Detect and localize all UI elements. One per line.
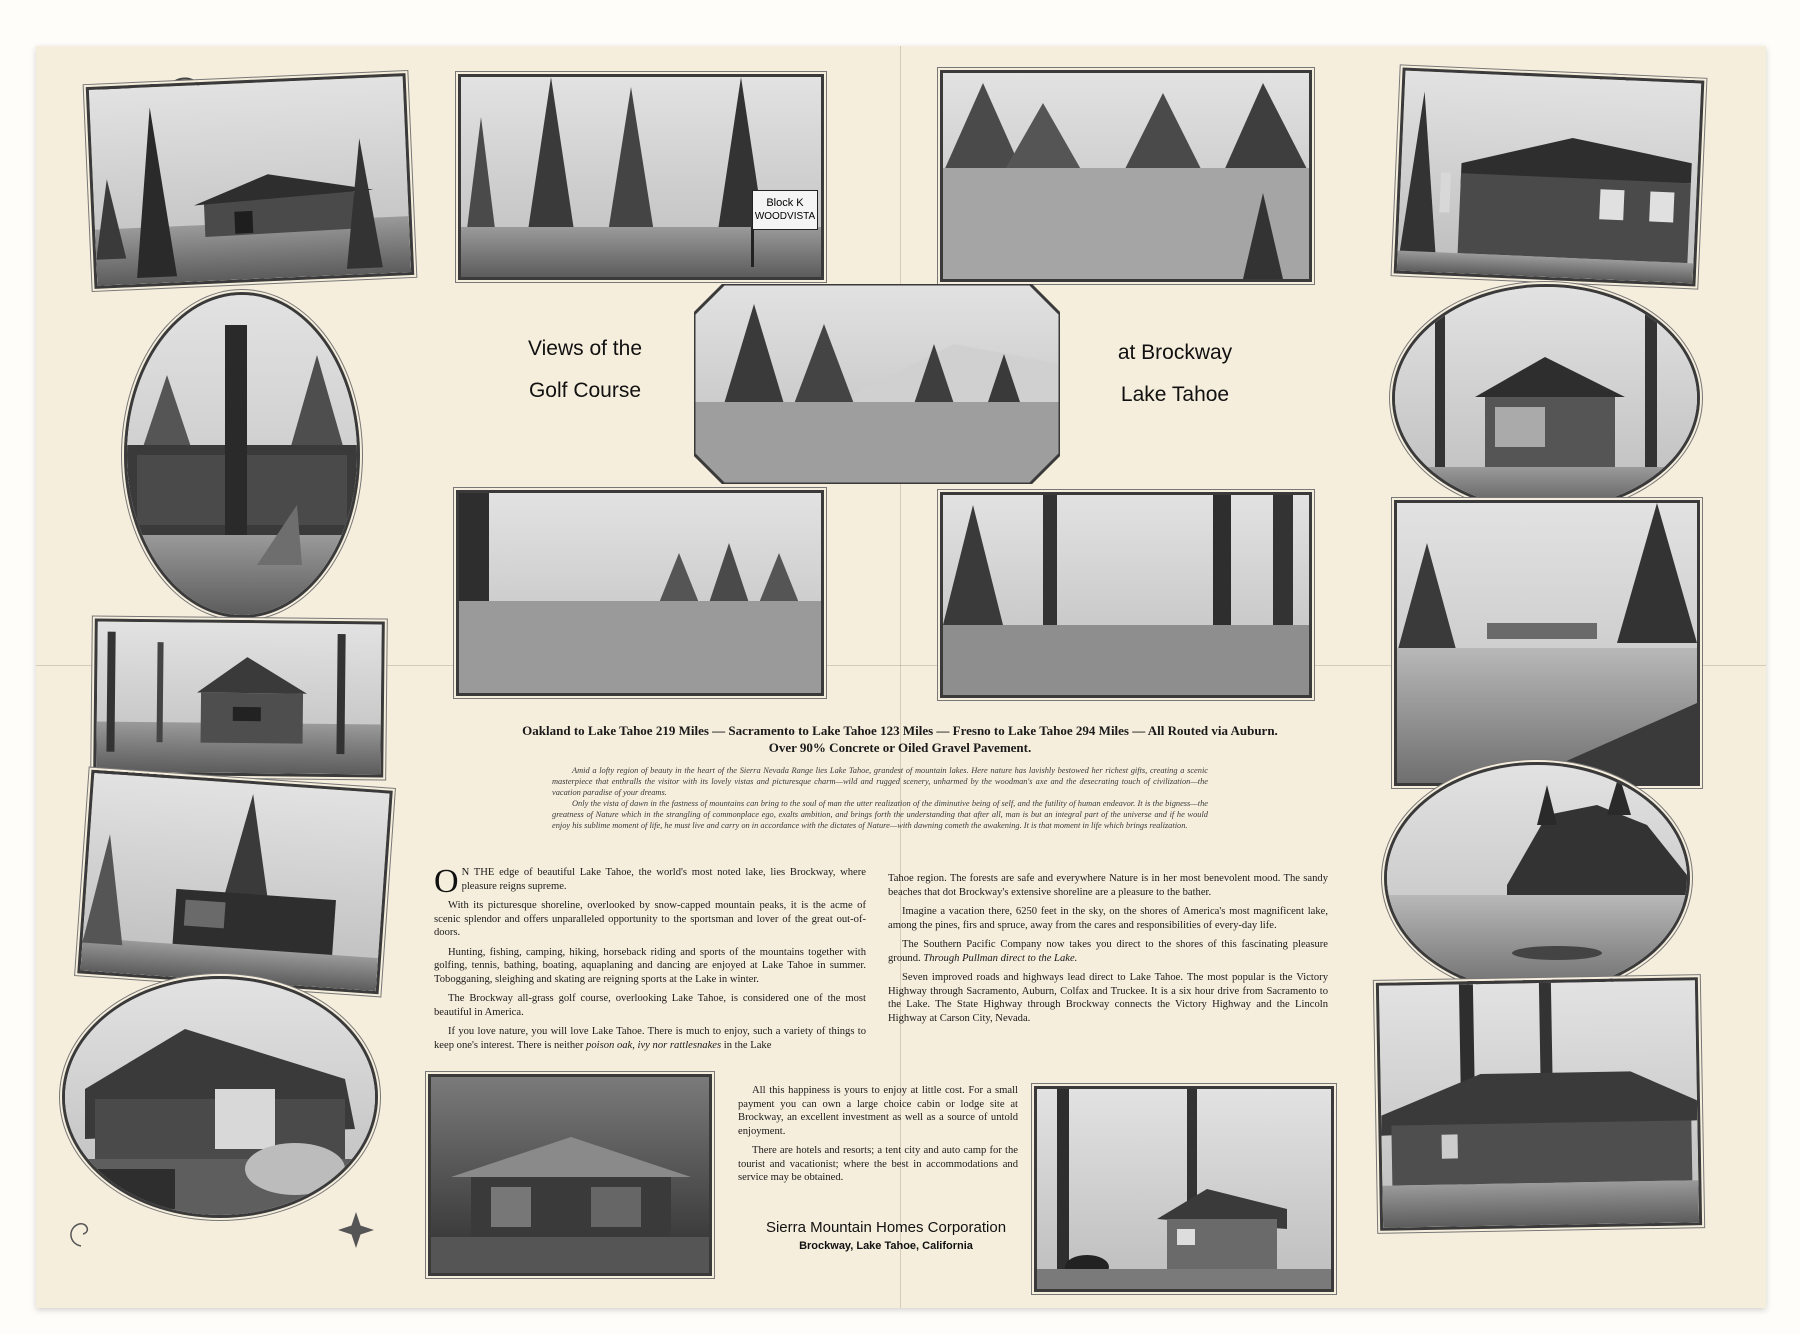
block-k-sign xyxy=(752,190,818,230)
photo-fairway-pines xyxy=(456,490,824,696)
heading-views-golf-course xyxy=(500,328,670,412)
photo-golf-meadow xyxy=(940,70,1312,282)
swirl-ornament xyxy=(66,1218,96,1248)
heading-right-line-2: Lake Tahoe xyxy=(1120,383,1230,406)
photo-screened-cabin-oval xyxy=(1392,284,1700,512)
photo-cabin-with-car xyxy=(1034,1086,1334,1292)
left-paragraph-3: Hunting, fishing, camping, hiking, horseback riding and sports of the mountains together with golfing, tennis, bathing, boating, aquaplaning and dancing are enjoyed at Lake Tahoe in summer. Tobogganing, sleighing and skating are reigning sports at the Lake in winter. xyxy=(434,946,866,985)
bottom-paragraph-2: There are hotels and resorts; a tent city and auto camp for the tourist and vacationist; where the best in accommodations and service may be obtained. xyxy=(738,1145,1018,1183)
photo-log-cabin-woods xyxy=(93,618,385,777)
bottom-paragraph-1: All this happiness is yours to enjoy at little cost. For a small payment you can own a large choice cabin or lodge site at Brockway, an excellent investment as well as a source of untold enjoyment. xyxy=(738,1085,1018,1137)
intro-paragraph-1: Amid a lofty region of beauty in the heart of the Sierra Nevada Range lies Lake Tahoe, grandest of mountain lakes. Here nature has lavishly bestowed her richest gifts, creating a scenic masterpiece that enthralls the visitor with its lovely vistas and picturesque charm—wild and rugged scenery, unharmed by the woodman's axe and the desecrating touch of civilization—the vacation paradise of your dreams. xyxy=(552,766,1208,797)
left-paragraph-5b: in the Lake xyxy=(721,1039,772,1051)
body-text-bottom-column xyxy=(738,1084,1018,1191)
photo-log-lodge-forest xyxy=(1376,977,1702,1231)
photo-lodge-in-pines xyxy=(86,73,415,289)
right-paragraph-2: Imagine a vacation there, 6250 feet in the sky, on the shores of America's most magnificent lake, among the pines, firs and spruce, away from the cares and responsibilities of every-day life. xyxy=(888,906,1328,931)
right-paragraph-3-italic: Through Pullman direct to the Lake. xyxy=(923,952,1078,964)
left-paragraph-4: The Brockway all-grass golf course, overlooking Lake Tahoe, is considered one of the most beautiful in America. xyxy=(434,993,866,1018)
heading-brockway-lake-tahoe xyxy=(1090,332,1260,416)
left-paragraph-5-italic: poison oak, ivy nor rattlesnakes xyxy=(586,1039,722,1051)
diamond-ornament-bottom-left xyxy=(336,1210,376,1250)
company-address: Brockway, Lake Tahoe, California xyxy=(799,1240,973,1252)
sign-line-1: Block K xyxy=(766,197,804,209)
heading-left-line-2: Golf Course xyxy=(528,379,642,402)
left-paragraph-1: edge of beautiful Lake Tahoe, the world's most noted lake, lies Brockway, where pleasure reigns supreme. xyxy=(461,867,866,892)
lead-in: N THE xyxy=(461,867,495,878)
body-text-right-column xyxy=(888,872,1328,1031)
sign-line-2: WOODVISTA xyxy=(754,211,816,222)
left-paragraph-2: With its picturesque shoreline, overlooked by snow-capped mountain peaks, it is the acme of scenic splendor and offers unparalleled opportunity to the sportsman and lover of the great out-of-doors. xyxy=(434,900,866,938)
right-paragraph-3a: The Southern Pacific Company now takes you direct to the shores of this fascinating pleasure ground. xyxy=(888,939,1328,964)
company-block xyxy=(716,1218,1056,1254)
company-name: Sierra Mountain Homes Corporation xyxy=(765,1219,1007,1236)
intro-italic-paragraphs xyxy=(552,765,1208,831)
photo-lake-boat-rocky-island-oval xyxy=(1384,762,1690,994)
right-paragraph-4: Seven improved roads and highways lead direct to Lake Tahoe. The most popular is the Victory Highway through Sacramento, Auburn, Colfax and Truckee. It is a six hour drive from Sacramento to the Lake. The State Highway through Brockway connects the Victory Highway and the Lincoln Highway at Carson City, Nevada. xyxy=(888,972,1328,1024)
body-text-left-column xyxy=(434,863,866,1058)
photo-group-at-lodge-oval xyxy=(62,976,378,1218)
route-line-1: Oakland to Lake Tahoe 219 Miles — Sacramento to Lake Tahoe 123 Miles — Fresno to Lake Tahoe 294 Miles — All Routed via Auburn. xyxy=(522,723,1278,738)
photo-golf-course-mountains-octagon xyxy=(694,284,1060,484)
photo-lake-pier xyxy=(1394,500,1700,786)
heading-left-line-1: Views of the xyxy=(527,337,642,360)
photo-man-at-cabin-porch xyxy=(1394,68,1705,287)
left-paragraph-5a: If you love nature, you will love Lake Tahoe. There is much to enjoy, such a variety of things to keep one's interest. There is neither xyxy=(434,1026,866,1051)
photo-pines-lake-view xyxy=(940,492,1312,698)
photo-cabin-big-pine-oval xyxy=(124,292,360,618)
right-paragraph-1: Tahoe region. The forests are safe and everywhere Nature is in her most benevolent mood. The sandy beaches that dot Brockway's extensive shoreline are a pleasure to the bather. xyxy=(888,873,1328,898)
intro-paragraph-2: Only the vista of dawn in the fastness of mountains can bring to the soul of man the utter realization of the diminutive being of self, and the futility of human endeavor. It is the bigness—the greatness of Nature which in the strangling of commonplace ego, exalts ambition, and brings forth the understanding that after all, man is but an integral part of the universe and if he would enjoy his sublime moment of life, he must live and carry on in accordance with the dictates of Nature—with dawning cometh the awakening. It is that moment in life which brings realization. xyxy=(552,799,1208,830)
route-line-2: Over 90% Concrete or Oiled Gravel Pavement. xyxy=(768,740,1032,755)
photo-tent-camp xyxy=(428,1074,712,1276)
photo-block-k-woodvista-sign xyxy=(458,74,824,280)
photo-cabin-tall-trees xyxy=(77,770,392,995)
drop-cap: O xyxy=(434,863,459,900)
heading-right-line-1: at Brockway xyxy=(1117,341,1233,364)
route-distances xyxy=(420,722,1380,756)
